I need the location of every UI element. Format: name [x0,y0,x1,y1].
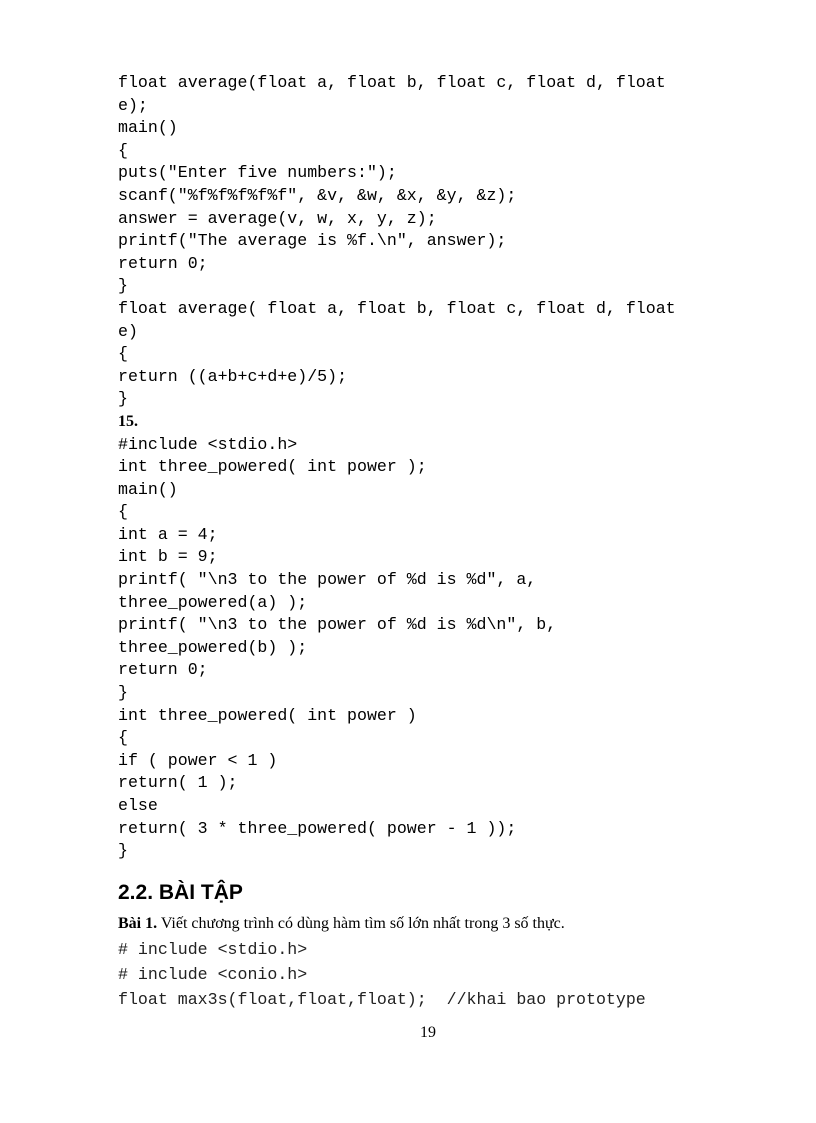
code-line: int b = 9; [118,547,218,567]
code-line: return 0; [118,253,208,273]
code-line: puts("Enter five numbers:"); [118,163,397,183]
code-block-three-powered [118,434,758,863]
code-line: if ( power < 1 ) [118,750,278,770]
code-line: #include <stdio.h> [118,434,298,454]
code-line: return ((a+b+c+d+e)/5); [118,366,348,386]
code-line: else [118,796,158,815]
code-line: float max3s(float,float,float); //khai bao prototype [118,989,646,1009]
code-line: int three_powered( int power ) [118,705,417,725]
code-line: main() [118,479,178,499]
code-line: three_powered(b) ); [118,637,308,657]
exercise-1-statement [118,913,758,935]
code-line: } [118,389,128,409]
code-line: main() [118,118,178,138]
code-line: e); [118,95,148,115]
code-line: } [118,276,128,296]
code-line: # include <conio.h> [118,964,308,984]
code-line: { [118,502,128,522]
code-line: # include <stdio.h> [118,939,308,959]
code-line: } [118,683,128,703]
page-number: 19 [420,1024,436,1041]
section-heading: 2.2. BÀI TẬP [118,880,243,904]
exercise-1-label: Bài 1. [118,914,158,932]
exercise-1-text: Viết chương trình có dùng hàm tìm số lớn nhất trong 3 số thực. [157,914,565,932]
code-block-max3s [118,937,758,1012]
code-line: three_powered(a) ); [118,592,308,612]
code-line: return 0; [118,660,208,680]
code-block-average [118,72,758,411]
code-line: int a = 4; [118,524,218,544]
code-line: e) [118,321,138,341]
code-line: float average( float a, float b, float c, float d, float [118,298,676,318]
code-line: { [118,140,128,160]
code-line: scanf("%f%f%f%f%f", &v, &w, &x, &y, &z); [118,185,517,205]
code-line: printf( "\n3 to the power of %d is %d\n", b, [118,615,557,635]
code-line: { [118,728,128,748]
code-line: answer = average(v, w, x, y, z); [118,208,437,228]
code-line: printf("The average is %f.\n", answer); [118,231,507,251]
code-line: } [118,841,128,861]
code-line: return( 1 ); [118,773,238,793]
code-line: { [118,344,128,364]
exercise-number: 15. [118,412,138,430]
code-line: int three_powered( int power ); [118,457,427,477]
code-line: float average(float a, float b, float c, float d, float [118,73,666,92]
code-line: return( 3 * three_powered( power - 1 )); [118,818,517,838]
code-line: printf( "\n3 to the power of %d is %d", a, [118,570,537,590]
document-page [118,72,758,1012]
